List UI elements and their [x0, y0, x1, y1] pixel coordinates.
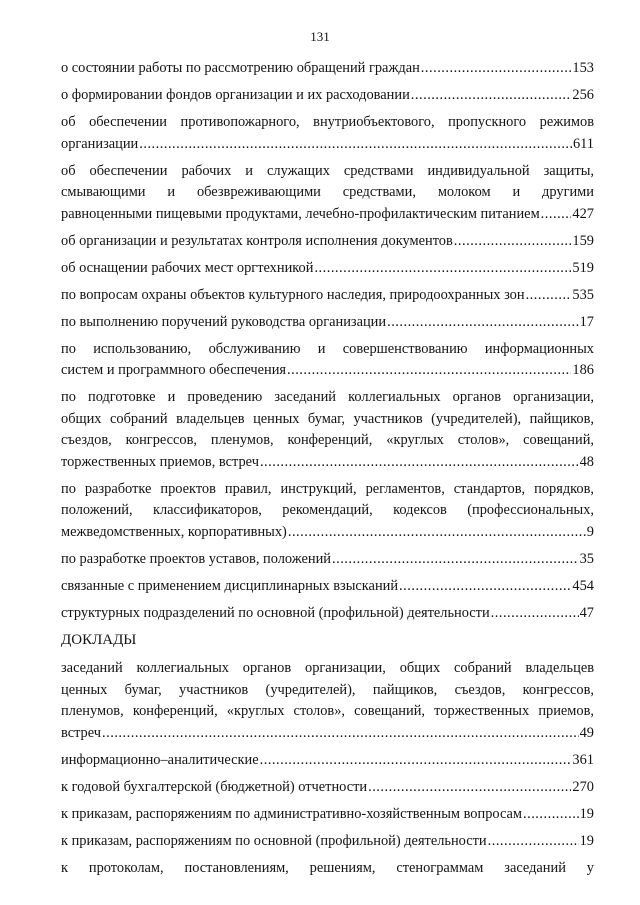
entry-text: по выполнению поручений руководства организации: [61, 313, 387, 330]
index-entry: [61, 387, 594, 473]
index-entry: [61, 312, 594, 334]
entry-line: смывающими и обезвреживающими средствами, молоком и другими: [61, 184, 594, 200]
entry-line: положений, классификаторов, рекомендаций, кодексов (профессиональных,: [61, 502, 594, 518]
entry-page: 270: [572, 778, 594, 795]
page-number: 131: [310, 29, 330, 44]
leader-dots: [287, 360, 571, 382]
entry-text: связанные с применением дисциплинарных взысканий: [61, 577, 399, 594]
entry-page: 256: [572, 87, 594, 103]
entry-text: об организации и результатах контроля исполнения документов: [61, 232, 453, 249]
entry-page: 19: [579, 832, 594, 849]
section-heading: ДОКЛАДЫ: [61, 631, 137, 648]
entry-group-a: [61, 58, 594, 624]
index-entry: [61, 58, 594, 80]
leader-dots: [102, 723, 579, 745]
leader-dots: [488, 831, 579, 853]
entry-text: структурных подразделений по основной (профильной) деятельности: [61, 604, 490, 621]
entry-page: 17: [579, 313, 594, 330]
index-entry: [61, 258, 594, 280]
entry-page: 186: [572, 362, 594, 378]
leader-dots: [411, 85, 572, 107]
entry-page: 9: [586, 523, 594, 540]
entry-page: 361: [572, 751, 594, 768]
entry-page: 159: [572, 232, 594, 249]
entry-text: равноценными пищевыми продуктами, лечебно-профилактическим питанием: [61, 205, 540, 222]
trailing-entry: [61, 858, 594, 880]
entry-page: 153: [572, 60, 594, 76]
entry-page: 48: [579, 453, 594, 470]
leader-dots: [541, 204, 572, 226]
index-entry: [61, 804, 594, 826]
leader-dots: [332, 549, 579, 571]
index-entry: [61, 285, 594, 307]
entry-line: заседаний коллегиальных органов организации, общих собраний владельцев: [61, 660, 594, 676]
entry-page: 19: [579, 805, 594, 822]
entry-group-b: [61, 658, 594, 852]
entry-text: информационно–аналитические: [61, 751, 259, 768]
trailing-line: к протоколам, постановлениям, решениям, стенограммам заседаний у: [61, 859, 594, 876]
entry-line: пленумов, конференций, «круглых столов», совещаний, торжественных приемов,: [61, 703, 594, 719]
index-entry: [61, 777, 594, 799]
entry-text: встреч: [61, 724, 102, 741]
entry-text: организации: [61, 135, 139, 152]
index-entry: [61, 576, 594, 598]
leader-dots: [260, 452, 579, 474]
leader-dots: [139, 134, 572, 156]
index-entry: [61, 750, 594, 772]
leader-dots: [260, 750, 572, 772]
entry-page: 35: [579, 550, 594, 567]
index-entry: [61, 603, 594, 625]
index-entry: [61, 85, 594, 107]
leader-dots: [399, 576, 571, 598]
entry-text: систем и программного обеспечения: [61, 362, 287, 378]
entry-line: по разработке проектов правил, инструкций, регламентов, стандартов, порядков,: [61, 480, 594, 497]
entry-line: съездов, конгрессов, пленумов, конференций, «круглых столов», совещаний,: [61, 432, 594, 448]
entry-page: 535: [572, 286, 594, 303]
entry-last-line: [61, 723, 594, 745]
entry-line: по подготовке и проведению заседаний коллегиальных органов организации,: [61, 389, 594, 405]
entry-text: по вопросам охраны объектов культурного наследия, природоохранных зон: [61, 286, 525, 303]
leader-dots: [454, 231, 572, 253]
entry-text: о формировании фондов организации и их расходовании: [61, 87, 410, 103]
entry-last-line: [61, 360, 594, 382]
leader-dots: [523, 804, 579, 826]
entry-page: 611: [572, 135, 594, 152]
entry-text: к приказам, распоряжениям по административно-хозяйственным вопросам: [61, 805, 523, 822]
entry-last-line: [61, 134, 594, 156]
entry-last-line: [61, 522, 594, 544]
entry-text: о состоянии работы по рассмотрению обращений граждан: [61, 60, 420, 76]
entry-line: общих собраний владельцев ценных бумаг, участников (учредителей), пайщиков,: [61, 410, 594, 427]
leader-dots: [368, 777, 571, 799]
entry-line: об обеспечении рабочих и служащих средствами индивидуальной защиты,: [61, 162, 594, 179]
entry-page: 49: [579, 724, 594, 741]
leader-dots: [491, 603, 579, 625]
index-entry: [61, 231, 594, 253]
index-entries: [61, 58, 594, 885]
entry-line: по использованию, обслуживанию и совершенствованию информационных: [61, 340, 594, 357]
entry-text: к годовой бухгалтерской (бюджетной) отчетности: [61, 778, 368, 795]
index-entry: [61, 658, 594, 744]
entry-line: ценных бумаг, участников (учредителей), пайщиков, съездов, конгрессов,: [61, 681, 594, 698]
index-entry: [61, 549, 594, 571]
entry-page: 454: [572, 577, 594, 594]
entry-text: об оснащении рабочих мест оргтехникой: [61, 259, 314, 276]
entry-line: об обеспечении противопожарного, внутриобъектового, пропускного режимов: [61, 114, 594, 130]
index-entry: [61, 161, 594, 226]
index-entry: [61, 479, 594, 544]
leader-dots: [421, 58, 572, 80]
entry-page: 47: [579, 604, 594, 621]
entry-text: торжественных приемов, встреч: [61, 453, 259, 470]
entry-text: к приказам, распоряжениям по основной (профильной) деятельности: [61, 832, 487, 849]
entry-last-line: [61, 204, 594, 226]
entry-text: межведомственных, корпоративных): [61, 523, 287, 540]
leader-dots: [526, 285, 572, 307]
index-entry: [61, 339, 594, 382]
entry-last-line: [61, 452, 594, 474]
index-entry: [61, 831, 594, 853]
index-entry: [61, 112, 594, 155]
entry-page: 519: [572, 259, 594, 276]
entry-text: по разработке проектов уставов, положений: [61, 550, 332, 567]
leader-dots: [387, 312, 579, 334]
leader-dots: [288, 522, 586, 544]
leader-dots: [314, 258, 571, 280]
entry-page: 427: [572, 205, 594, 222]
